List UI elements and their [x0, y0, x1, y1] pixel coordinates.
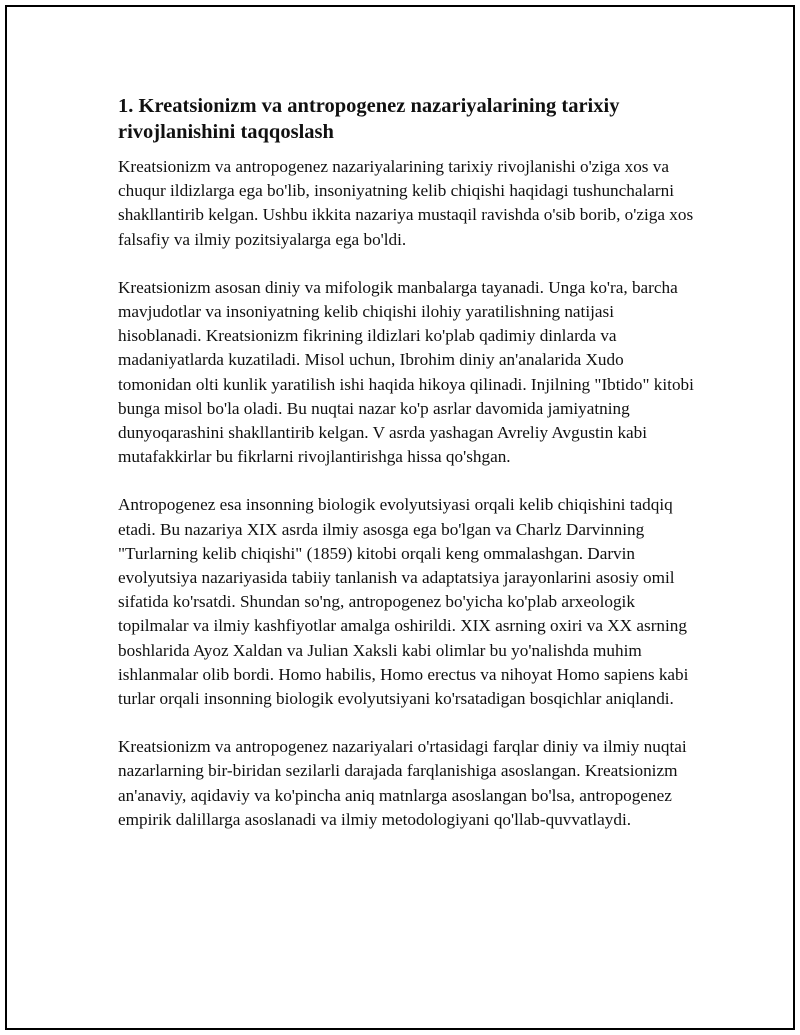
paragraph-comparison: Kreatsionizm va antropogenez nazariyalari o'rtasidagi farqlar diniy va ilmiy nuqtai nazarlarning bir-biridan sezilarli darajada farqlanishiga asoslangan. Kreatsionizm an'anaviy, aqidaviy va ko'pincha aniq matnlarga asoslangan bo'lsa, antropogenez empirik dalillarga asoslanadi va ilmiy metodologiyani qo'llab-quvvatlaydi. — [118, 737, 687, 829]
section-heading: 1. Kreatsionizm va antropogenez nazariyalarining tarixiy rivojlanishini taqqoslash — [118, 95, 620, 143]
document-body — [118, 93, 698, 856]
paragraph-anthropogenesis: Antropogenez esa insonning biologik evolyutsiyasi orqali kelib chiqishini tadqiq etadi. Bu nazariya XIX asrda ilmiy asosga ega bo'lgan va Charlz Darvinning "Turlarning kelib chiqishi" (1859) kitobi orqali keng ommalashgan. Darvin evolyutsiya nazariyasida tabiiy tanlanish va adaptatsiya jarayonlarini asosiy omil sifatida ko'rsatdi. Shundan so'ng, antropogenez bo'yicha ko'plab arxeologik topilmalar va ilmiy kashfiyotlar amalga oshirildi. XIX asrning oxiri va XX asrning boshlarida Ayoz Xaldan va Julian Xaksli kabi olimlar bu yo'nalishda muhim ishlanmalar olib bordi. Homo habilis, Homo erectus va nihoyat Homo sapiens kabi turlar orqali insonning biologik evolyutsiyani ko'rsatadigan bosqichlar aniqlandi. — [118, 495, 689, 709]
paragraph-intro: Kreatsionizm va antropogenez nazariyalarining tarixiy rivojlanishi o'ziga xos va chuqur ildizlarga ega bo'lib, insoniyatning kelib chiqishi haqidagi tushunchalarni shakllantirib kelgan. Ushbu ikkita nazariya mustaqil ravishda o'sib borib, o'ziga xos falsafiy va ilmiy pozitsiyalarga ega bo'ldi. — [118, 157, 694, 249]
paragraph-creationism: Kreatsionizm asosan diniy va mifologik manbalarga tayanadi. Unga ko'ra, barcha mavjudotlar va insoniyatning kelib chiqishi ilohiy yaratilishning natijasi hisoblanadi. Kreatsionizm fikrining ildizlari ko'plab qadimiy dinlarda va madaniyatlarda kuzatiladi. Misol uchun, Ibrohim diniy an'analarida Xudo tomonidan olti kunlik yaratilish ishi haqida hikoya qilinadi. Injilning "Ibtido" kitobi bunga misol bo'la oladi. Bu nuqtai nazar ko'p asrlar davomida jamiyatning dunyoqarashini shakllantirib kelgan. V asrda yashagan Avreliy Avgustin kabi mutafakkirlar bu fikrlarni rivojlantirishga hissa qo'shgan. — [118, 277, 694, 467]
